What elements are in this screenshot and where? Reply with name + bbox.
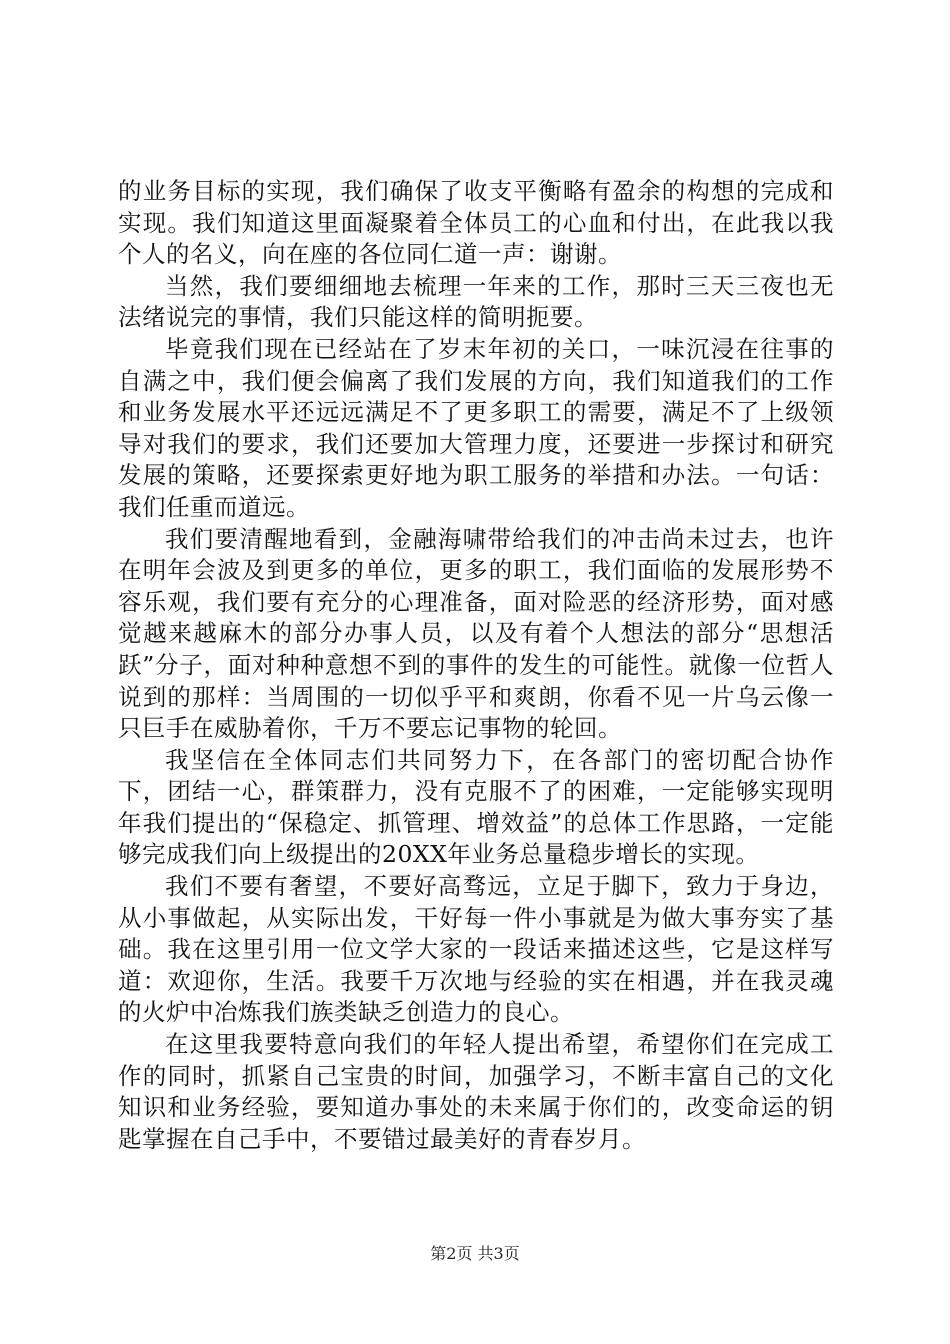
- paragraph: 我们要清醒地看到，金融海啸带给我们的冲击尚未过去，也许在明年会波及到更多的单位，更多的职工，我们面临的发展形势不容乐观，我们要有充分的心理准备，面对险恶的经济形势，面对感觉越来越麻木的部分办事人员，以及有着个人想法的部分“思想活跃”分子，面对种种意想不到的事件的发生的可能性。就像一位哲人说到的那样：当周围的一切似乎平和爽朗，你看不见一片乌云像一只巨手在威胁着你，千万不要忘记事物的轮回。: [118, 524, 834, 743]
- paragraph: 毕竟我们现在已经站在了岁末年初的关口，一味沉浸在往事的自满之中，我们便会偏离了我们发展的方向，我们知道我们的工作和业务发展水平还远远满足不了更多职工的需要，满足不了上级领导对我们的要求，我们还要加大管理力度，还要进一步探讨和研究发展的策略，还要探索更好地为职工服务的举措和办法。一句话：我们任重而道远。: [118, 334, 834, 521]
- paragraph: 当然，我们要细细地去梳理一年来的工作，那时三天三夜也无法绪说完的事情，我们只能这样的简明扼要。: [118, 271, 834, 332]
- paragraph: 在这里我要特意向我们的年轻人提出希望，希望你们在完成工作的同时，抓紧自己宝贵的时间，加强学习，不断丰富自己的文化知识和业务经验，要知道办事处的未来属于你们的，改变命运的钥匙掌握在自己手中，不要错过最美好的青春岁月。: [118, 1030, 834, 1153]
- paragraph: 我坚信在全体同志们共同努力下，在各部门的密切配合协作下，团结一心，群策群力，没有克服不了的困难，一定能够实现明年我们提出的“保稳定、抓管理、增效益”的总体工作思路，一定能够完成我们向上级提出的20XX年业务总量稳步增长的实现。: [118, 745, 834, 869]
- page-footer: 第2页 共3页: [430, 1244, 520, 1263]
- paragraph: 我们不要有奢望，不要好高骛远，立足于脚下，致力于身边，从小事做起，从实际出发，干好每一件小事就是为做大事夯实了基础。我在这里引用一位文学大家的一段话来描述这些，它是这样写道：欢迎你，生活。我要千万次地与经验的实在相遇，并在我灵魂的火炉中冶炼我们族类缺乏创造力的良心。: [118, 872, 834, 1027]
- paragraph-continuation: 的业务目标的实现，我们确保了收支平衡略有盈余的构想的完成和实现。我们知道这里面凝聚着全体员工的心血和付出，在此我以我个人的名义，向在座的各位同仁道一声：谢谢。: [118, 177, 834, 269]
- document-body: [118, 176, 834, 1155]
